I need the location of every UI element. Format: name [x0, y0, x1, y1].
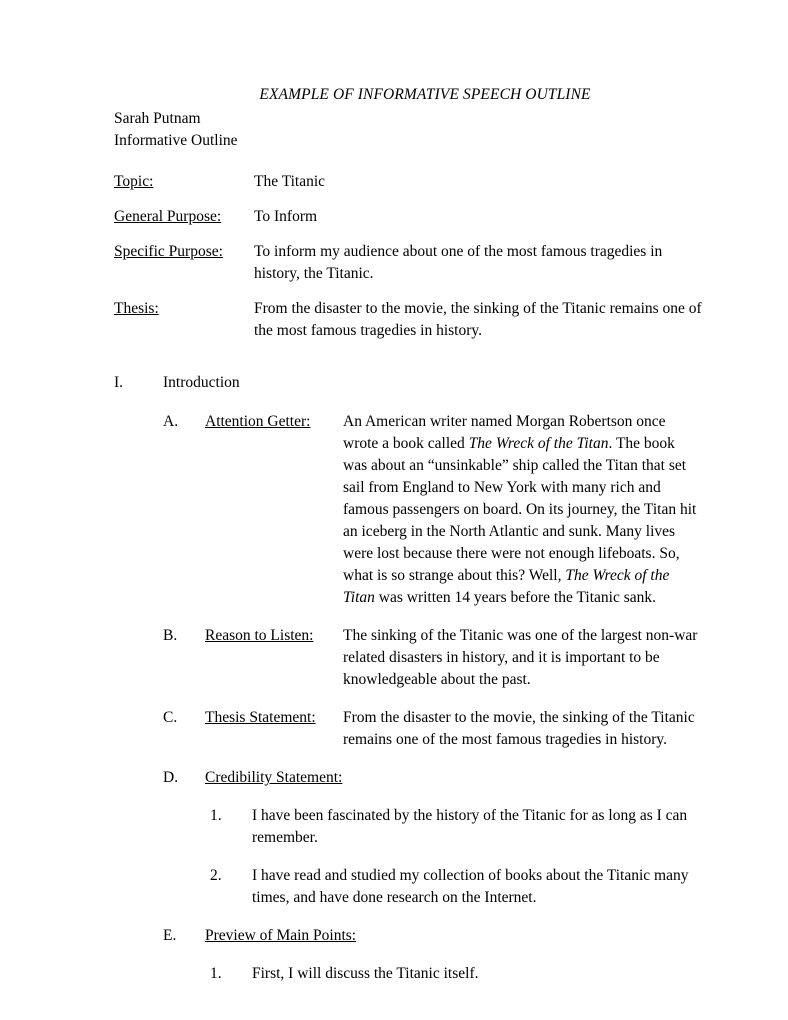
outline-item-credibility-statement — [114, 767, 716, 789]
meta-row-topic — [114, 171, 716, 193]
sub-item — [114, 805, 716, 849]
document-title: EXAMPLE OF INFORMATIVE SPEECH OUTLINE — [259, 86, 591, 103]
outline-item-thesis-statement — [114, 707, 716, 751]
meta-label-topic: Topic: — [114, 173, 154, 190]
meta-row-specific-purpose — [114, 241, 716, 285]
meta-label-thesis: Thesis: — [114, 300, 159, 317]
sub-item-text: I have read and studied my collection of books about the Titanic many times, and have done research on the Internet. — [252, 867, 689, 906]
document-subtitle: Informative Outline — [114, 132, 238, 149]
byline — [114, 108, 716, 152]
meta-row-thesis — [114, 298, 716, 342]
outline-items — [114, 411, 716, 985]
outline-item-label: Preview of Main Points: — [205, 927, 357, 944]
outline-item-letter: A. — [163, 413, 179, 430]
sub-item — [114, 963, 716, 985]
outline-item-letter: D. — [163, 769, 179, 786]
sub-item-text: First, I will discuss the Titanic itself. — [252, 965, 479, 982]
section-heading: Introduction — [163, 374, 240, 391]
sub-items-credibility — [114, 805, 716, 909]
sub-item-text: I have been fascinated by the history of the Titanic for as long as I can remember. — [252, 807, 688, 846]
meta-label-specific-purpose: Specific Purpose: — [114, 243, 223, 260]
outline-item-letter: B. — [163, 627, 178, 644]
outline-item-label: Credibility Statement: — [205, 769, 343, 786]
meta-row-general-purpose — [114, 206, 716, 228]
sub-item — [114, 865, 716, 909]
outline-item-preview-of-main-points — [114, 925, 716, 947]
outline-item-text: The sinking of the Titanic was one of the largest non-war related disasters in history, and it is important to be knowledgeable about the past. — [343, 627, 698, 688]
outline-item-attention-getter — [114, 411, 716, 609]
section-introduction — [114, 372, 716, 394]
outline-item-text: An American writer named Morgan Robertson once wrote a book called The Wreck of the Titan. The book was about an “unsinkable” ship called the Titan that set sail from England to New York with many rich and famous passengers on board. On its journey, the Titan hit an iceberg in the North Atlantic and sunk. Many lives were lost because there were not enough lifeboats. So, what is so strange about this? Well, The Wreck of the Titan was written 14 years before the Titanic sank. — [343, 413, 697, 606]
outline-item-text: From the disaster to the movie, the sinking of the Titanic remains one of the most famous tragedies in history. — [343, 709, 695, 748]
meta-value-specific-purpose: To inform my audience about one of the most famous tragedies in history, the Titanic. — [254, 243, 663, 282]
sub-item-marker: 2. — [210, 867, 222, 884]
meta-value-topic: The Titanic — [254, 173, 326, 190]
sub-items-preview — [114, 963, 716, 985]
outline-item-reason-to-listen — [114, 625, 716, 691]
meta-value-thesis: From the disaster to the movie, the sinking of the Titanic remains one of the most famous tragedies in history. — [254, 300, 702, 339]
meta-block — [114, 171, 716, 342]
meta-label-general-purpose: General Purpose: — [114, 208, 222, 225]
outline-item-label: Reason to Listen: — [205, 627, 314, 644]
section-numeral: I. — [114, 374, 124, 391]
outline-item-letter: C. — [163, 709, 178, 726]
outline-item-letter: E. — [163, 927, 177, 944]
outline-item-label: Attention Getter: — [205, 413, 311, 430]
sub-item-marker: 1. — [210, 807, 222, 824]
author-name: Sarah Putnam — [114, 110, 201, 127]
meta-value-general-purpose: To Inform — [254, 208, 318, 225]
sub-item-marker: 1. — [210, 965, 222, 982]
outline-item-label: Thesis Statement: — [205, 709, 316, 726]
